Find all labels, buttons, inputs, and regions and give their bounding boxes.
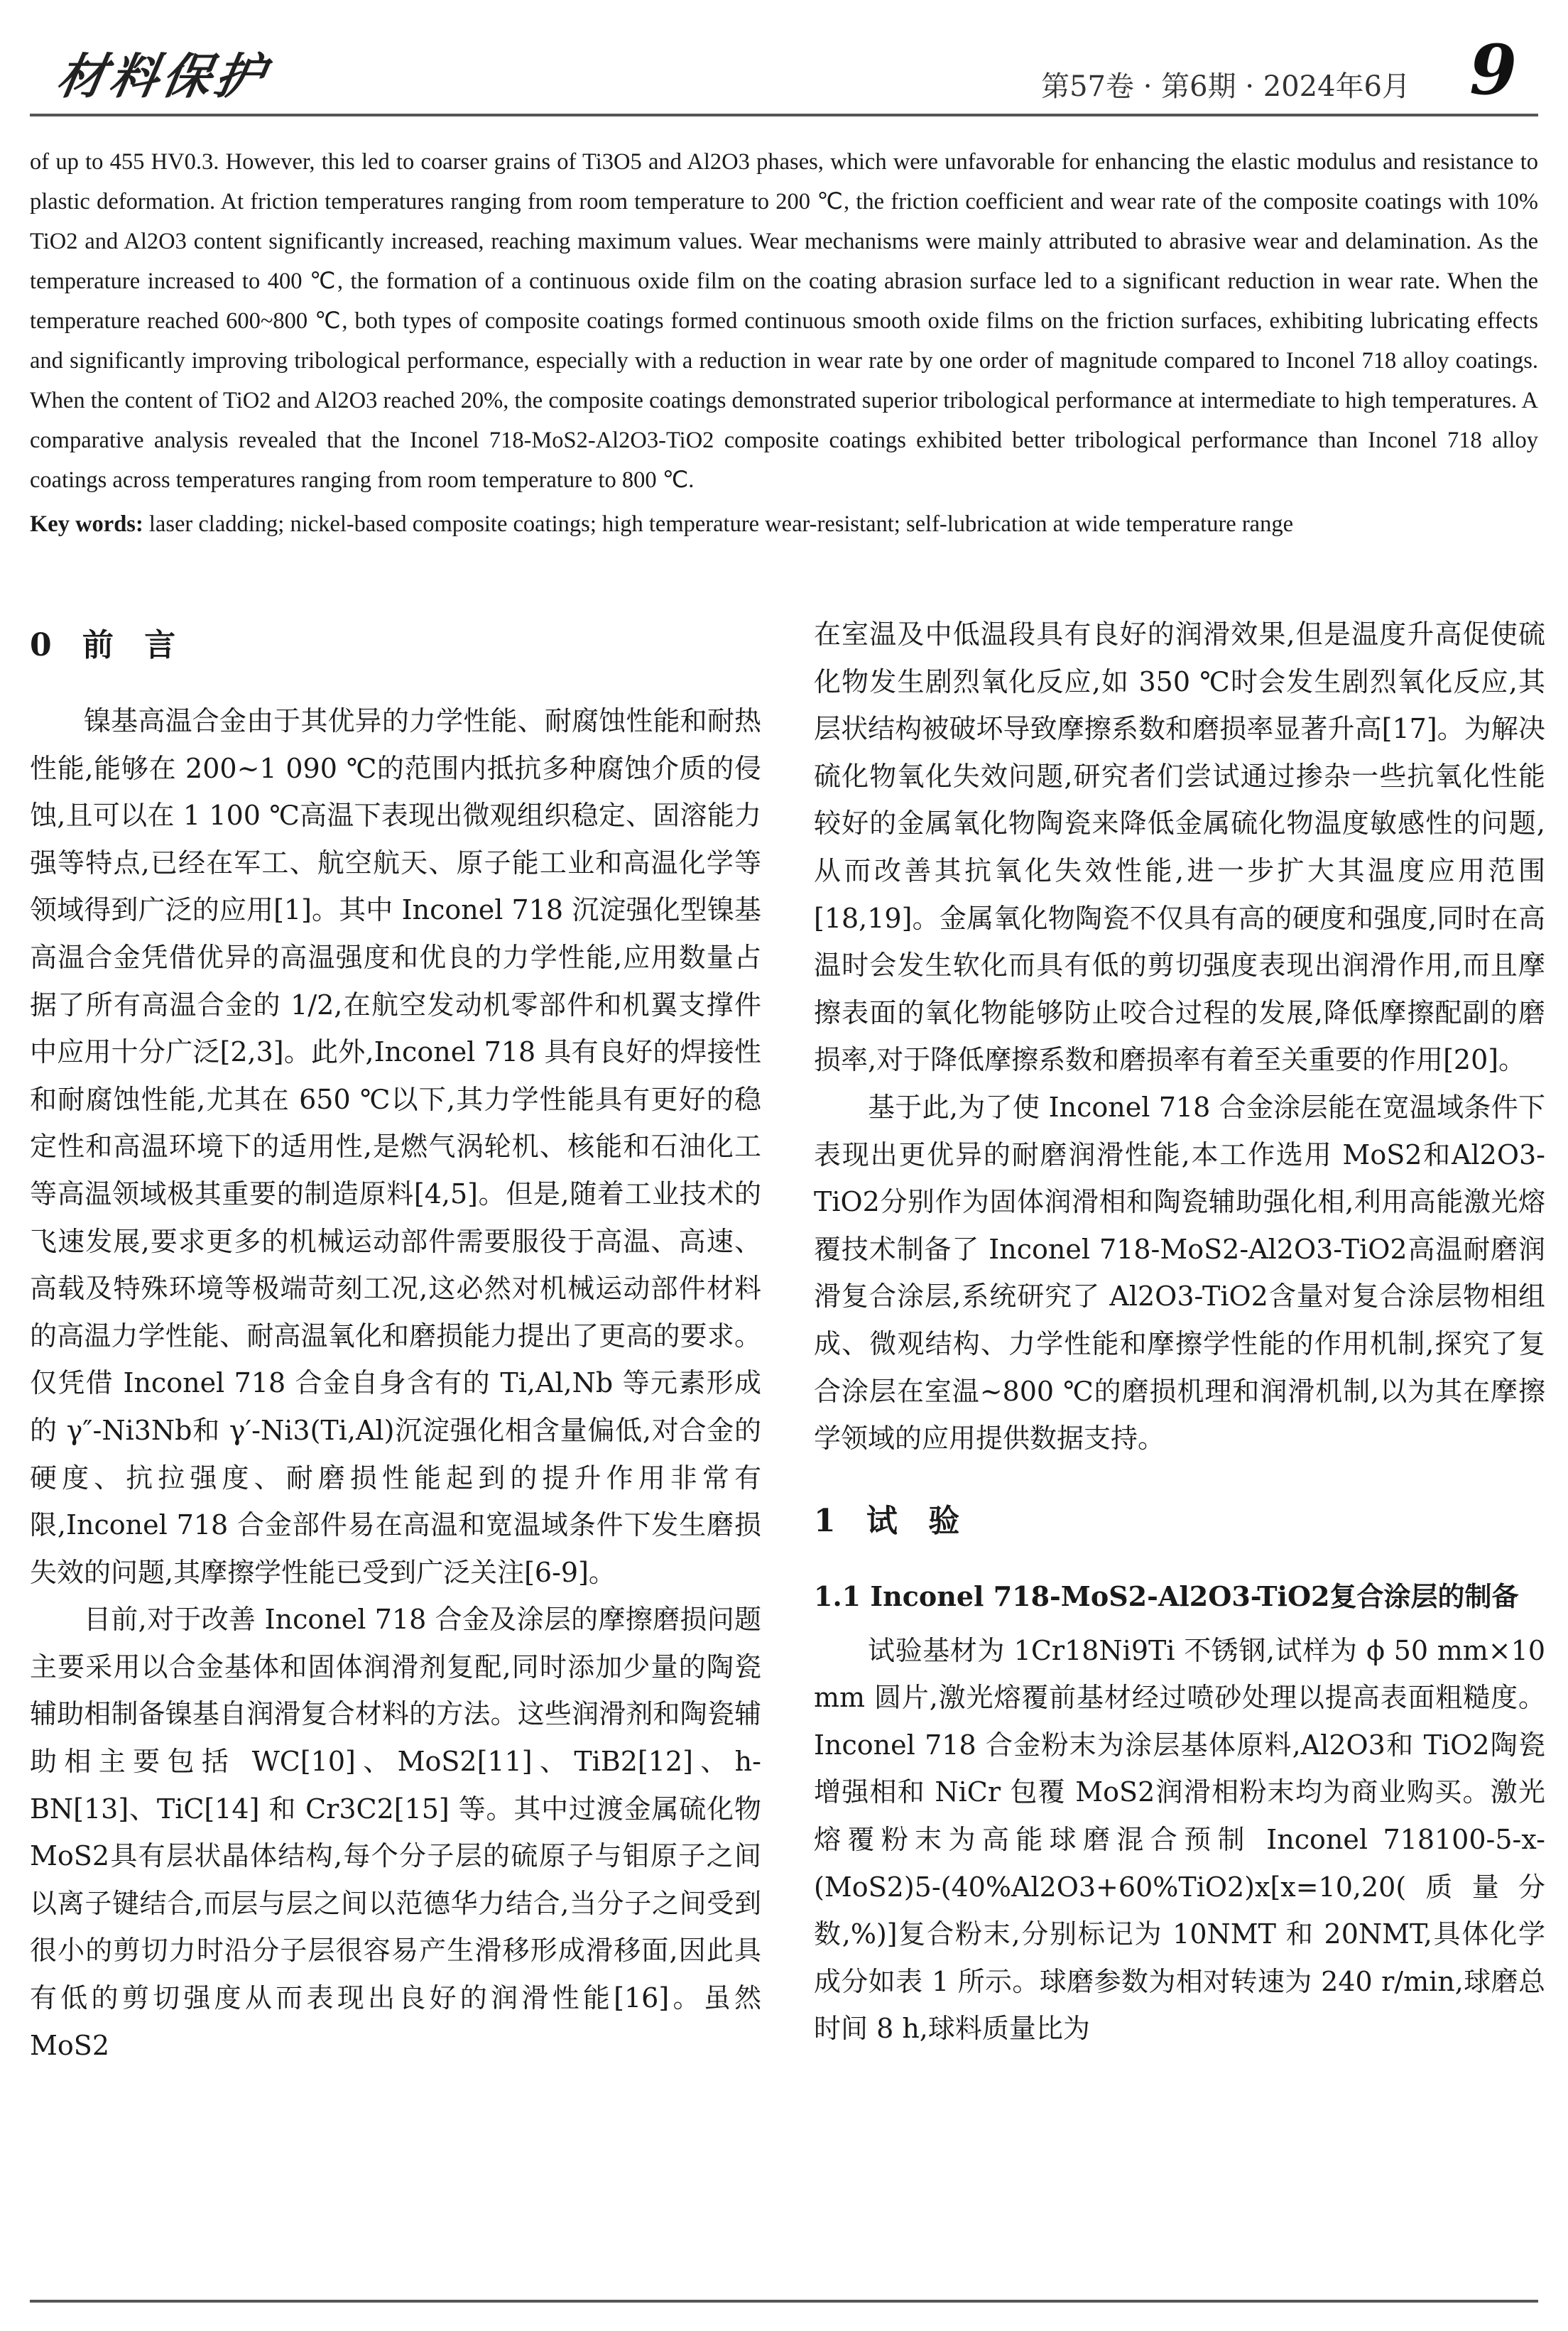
keywords-line [30, 504, 1538, 544]
paragraph: 试验基材为 1Cr18Ni9Ti 不锈钢,试样为 ϕ 50 mm×10 mm 圆片,激光熔覆前基材经过喷砂处理以提高表面粗糙度。Inconel 718 合金粉末为涂层基体原料,Al2O3和 TiO2陶瓷增强相和 NiCr 包覆 MoS2润滑相粉末均为商业购买。激光熔覆粉末为高能球磨混合预制 Inconel 718100-5-x-(MoS2)5-(40%Al2O3+60%TiO2)x[x=10,20(质量分数,%)]复合粉末,分别标记为 10NMT 和 20NMT,具体化学成分如表 1 所示。球磨参数为相对转速为 240 r/min,球磨总时间 8 h,球料质量比为 [814, 1634, 1545, 2045]
left-column [30, 611, 761, 2069]
paragraph: 镍基高温合金由于其优异的力学性能、耐腐蚀性能和耐热性能,能够在 200~1 090 ℃的范围内抵抗多种腐蚀介质的侵蚀,且可以在 1 100 ℃高温下表现出微观组织稳定、固溶能力强等特点,已经在军工、航空航天、原子能工业和高温化学等领域得到广泛的应用[1]。其中 Inconel 718 沉淀强化型镍基高温合金凭借优异的高温强度和优良的力学性能,应用数量占据了所有高温合金的 1/2,在航空发动机零部件和机翼支撑件中应用十分广泛[2,3]。此外,Inconel 718 具有良好的焊接性和耐腐蚀性能,尤其在 650 ℃以下,其力学性能具有更好的稳定性和高温环境下的适用性,是燃气涡轮机、核能和石油化工等高温领域极其重要的制造原料[4,5]。但是,随着工业技术的飞速发展,要求更多的机械运动部件需要服役于高温、高速、高载及特殊环境等极端苛刻工况,这必然对机械运动部件材料的高温力学性能、耐高温氧化和磨损能力提出了更高的要求。仅凭借 Inconel 718 合金自身含有的 Ti,Al,Nb 等元素形成的 γ″-Ni3Nb和 γ′-Ni3(Ti,Al)沉淀强化相含量偏低,对合金的硬度、抗拉强度、耐磨损性能起到的提升作用非常有限,Inconel 718 合金部件易在高温和宽温域条件下发生磨损失效的问题,其摩擦学性能已受到广泛关注[6-9]。 [30, 705, 761, 1588]
section-title-experiment: 1 试 验 [814, 1502, 970, 1539]
keywords-text: laser cladding; nickel-based composite coatings; high temperature wear-resistant; self-lubrication at wide temperature range [148, 511, 1293, 537]
paragraph: 基于此,为了使 Inconel 718 合金涂层能在宽温域条件下表现出更优异的耐磨润滑性能,本工作选用 MoS2和Al2O3-TiO2分别作为固体润滑相和陶瓷辅助强化相,利用高能激光熔覆技术制备了 Inconel 718-MoS2-Al2O3-TiO2高温耐磨润滑复合涂层,系统研究了 Al2O3-TiO2含量对复合涂层物相组成、微观结构、力学性能和摩擦学性能的作用机制,探究了复合涂层在室温~800 ℃的磨损机理和润滑机制,以为其在摩擦学领域的应用提供数据支持。 [814, 1091, 1545, 1455]
journal-logo: 材料保护 [52, 48, 273, 105]
abstract-block [30, 142, 1538, 544]
abstract-text: of up to 455 HV0.3. However, this led to coarser grains of Ti3O5 and Al2O3 phases, which were unfavorable for enhancing the elastic modulus and resistance to plastic deformation. At friction temperatures ranging from room temperature to 200 ℃, the friction coefficient and wear rate of the composite coatings with 10% TiO2 and Al2O3 content significantly increased, reaching maximum values. Wear mechanisms were mainly attributed to abrasive wear and delamination. As the temperature increased to 400 ℃, the formation of a continuous oxide film on the coating abrasion surface led to a significant reduction in wear rate. When the temperature reached 600~800 ℃, both types of composite coatings formed continuous smooth oxide films on the friction surfaces, exhibiting lubricating effects and significantly improving tribological performance, especially with a reduction in wear rate by one order of magnitude compared to Inconel 718 alloy coatings. When the content of TiO2 and Al2O3 reached 20%, the composite coatings demonstrated superior tribological performance at intermediate to high temperatures. A comparative analysis revealed that the Inconel 718-MoS2-Al2O3-TiO2 composite coatings exhibited better tribological performance than Inconel 718 alloy coatings across temperatures ranging from room temperature to 800 ℃. [30, 149, 1538, 493]
issue-info: 第57卷 · 第6期 · 2024年6月 [1041, 70, 1410, 103]
keywords-label: Key words: [30, 511, 143, 537]
footer-rule [30, 2300, 1538, 2303]
paragraph: 目前,对于改善 Inconel 718 合金及涂层的摩擦磨损问题主要采用以合金基体和固体润滑剂复配,同时添加少量的陶瓷辅助相制备镍基自润滑复合材料的方法。这些润滑剂和陶瓷辅助相主要包括 WC[10]、MoS2[11]、TiB2[12]、h-BN[13]、TiC[14] 和 Cr3C2[15] 等。其中过渡金属硫化物 MoS2具有层状晶体结构,每个分子层的硫原子与钼原子之间以离子键结合,而层与层之间以范德华力结合,当分子之间受到很小的剪切力时沿分子层很容易产生滑移形成滑移面,因此具有低的剪切强度从而表现出良好的润滑性能[16]。虽然 MoS2 [30, 1604, 761, 2061]
section-title-introduction: 0 前 言 [30, 627, 186, 663]
page-number: 9 [1469, 30, 1517, 110]
paragraph: 在室温及中低温段具有良好的润滑效果,但是温度升高促使硫化物发生剧烈氧化反应,如 350 ℃时会发生剧烈氧化反应,其层状结构被破坏导致摩擦系数和磨损率显著升高[17]。为解决硫化物氧化失效问题,研究者们尝试通过掺杂一些抗氧化性能较好的金属氧化物陶瓷来降低金属硫化物温度敏感性的问题,从而改善其抗氧化失效性能,进一步扩大其温度应用范围[18,19]。金属氧化物陶瓷不仅具有高的硬度和强度,同时在高温时会发生软化而具有低的剪切强度表现出润滑作用,而且摩擦表面的氧化物能够防止咬合过程的发展,降低摩擦配副的磨损率,对于降低摩擦系数和磨损率有着至关重要的作用[20]。 [814, 619, 1545, 1076]
subsection-title: 1.1 Inconel 718-MoS2-Al2O3-TiO2复合涂层的制备 [814, 1580, 1519, 1612]
right-column [814, 611, 1545, 2053]
page-header [30, 28, 1538, 116]
